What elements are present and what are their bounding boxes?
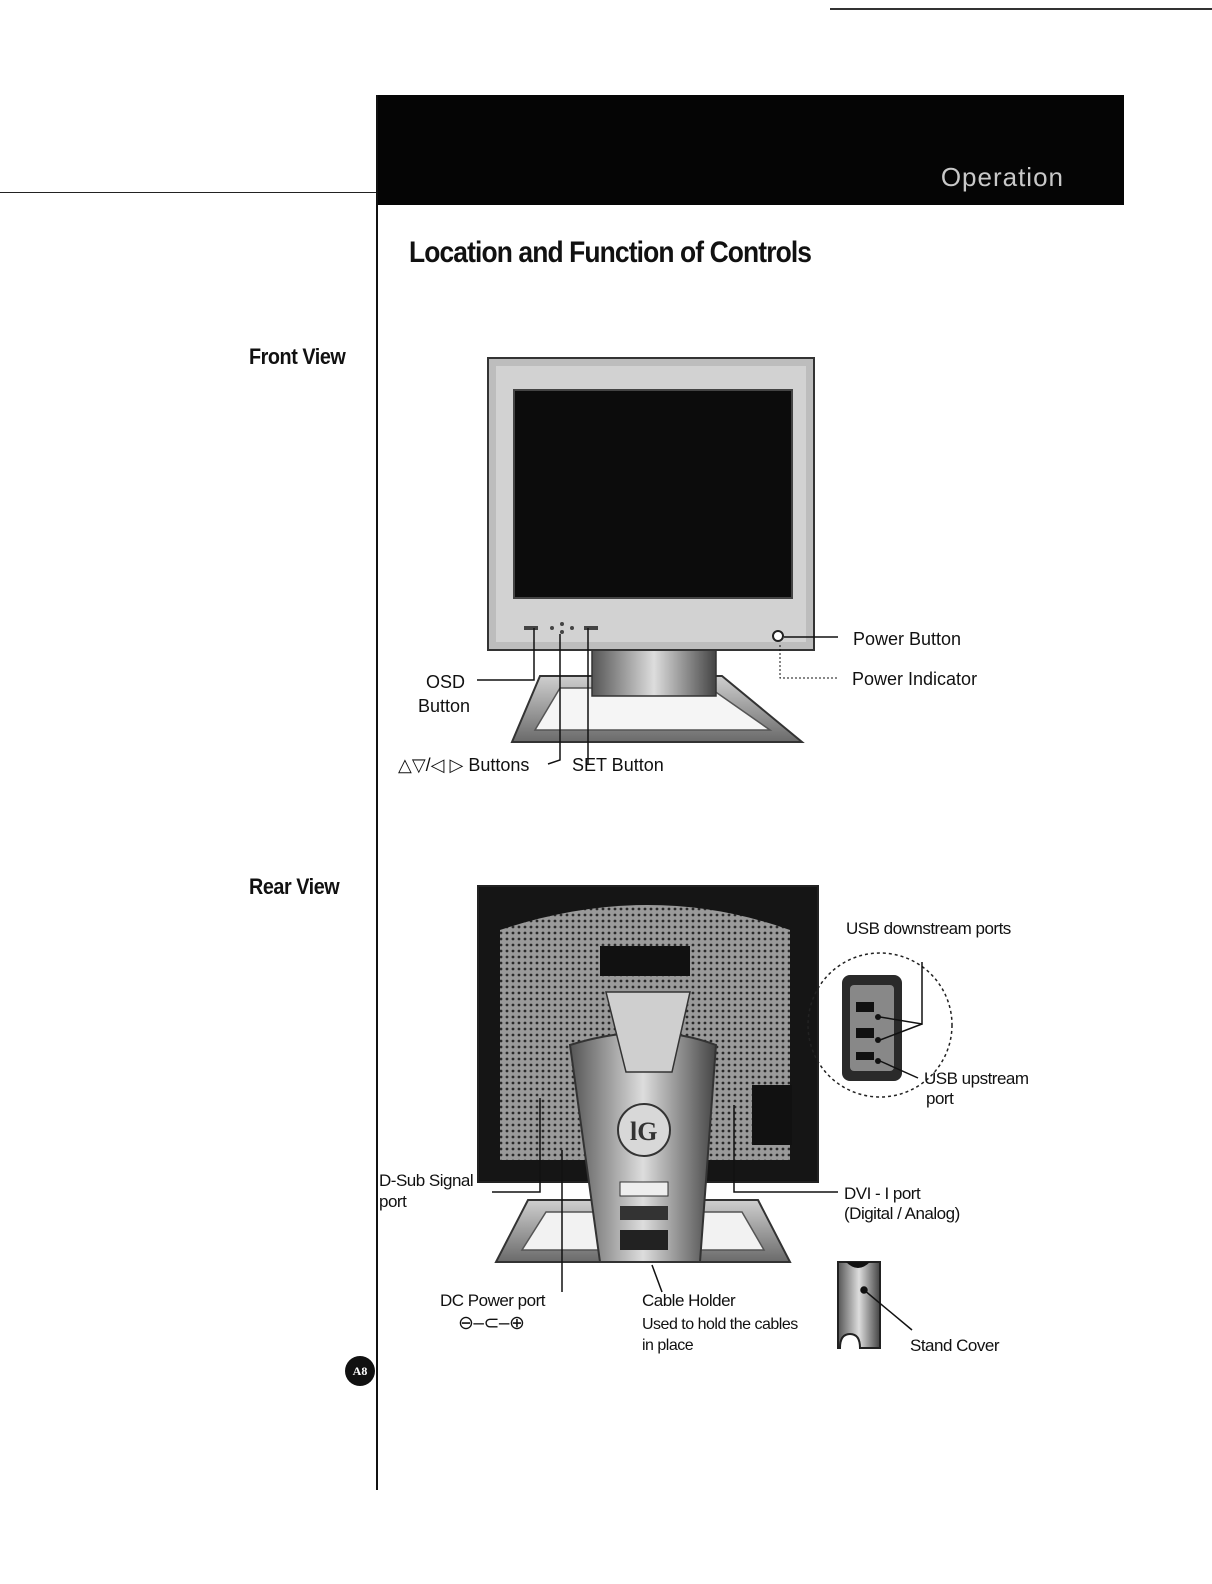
callout-power-indicator: Power Indicator — [852, 669, 978, 689]
callout-arrow-buttons: △▽/◁ ▷ Buttons — [398, 755, 530, 775]
svg-text:lG: lG — [630, 1117, 658, 1146]
callout-dvi-line2: (Digital / Analog) — [844, 1204, 960, 1223]
callout-stand-cover: Stand Cover — [910, 1336, 999, 1355]
callout-cable-desc-line2: in place — [642, 1337, 694, 1354]
front-view-heading: Front View — [249, 344, 346, 369]
callout-dc-power: DC Power port — [440, 1291, 545, 1310]
page-number-badge: A8 — [345, 1356, 375, 1386]
callout-cable-holder: Cable Holder — [642, 1291, 736, 1310]
callout-osd-line2: Button — [418, 696, 471, 716]
callout-dsub-line2: port — [379, 1192, 407, 1211]
callout-osd-line1: OSD — [426, 672, 466, 692]
callout-usb-upstream-line2: port — [926, 1089, 954, 1108]
rear-view-heading: Rear View — [249, 874, 340, 899]
callout-dsub-line1: D-Sub Signal — [379, 1171, 474, 1190]
callout-dvi-line1: DVI - I port — [844, 1184, 921, 1203]
callout-cable-desc-line1: Used to hold the cables — [642, 1316, 798, 1333]
callout-dc-polarity: ⊖–⊂–⊕ — [458, 1313, 525, 1334]
callout-usb-downstream: USB downstream ports — [846, 919, 1011, 938]
callout-set-button: SET Button — [572, 755, 664, 775]
callout-power-button: Power Button — [853, 629, 962, 649]
callout-usb-upstream-line1: USB upstream — [924, 1069, 1029, 1088]
section-header: Operation — [940, 162, 1064, 192]
stand-cover-graphic — [838, 1262, 880, 1348]
page-title: Location and Function of Controls — [409, 236, 812, 269]
